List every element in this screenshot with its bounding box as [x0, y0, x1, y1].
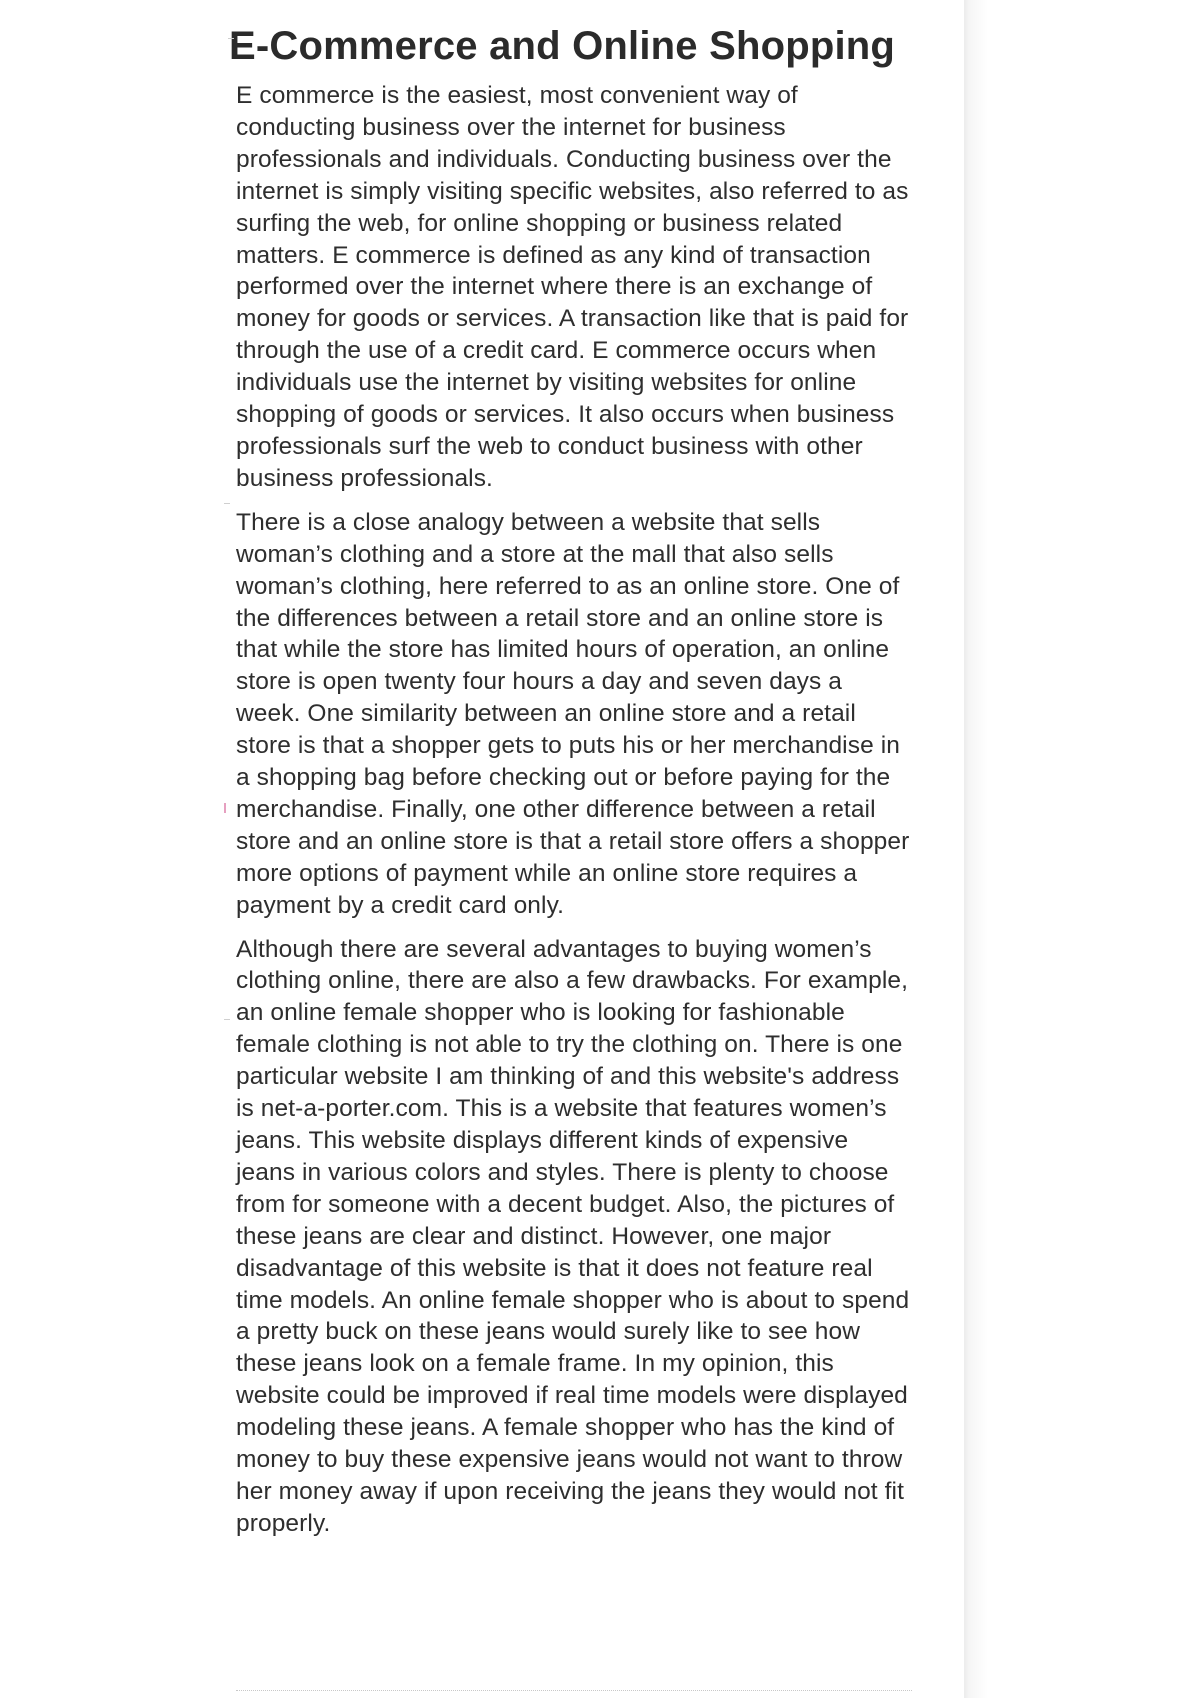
paragraph-3: Although there are several advantages to buying women’s clothing online, there are also a few drawbacks. For example, an online female shopper who is looking for fashionable female clothing is not able to try the clothing on. There is one particular website I am thinking of and this website's address is net-a-porter.com. This is a website that features women’s jeans. This website displays different kinds of expensive jeans in various colors and styles. There is plenty to choose from for someone with a decent budget. Also, the pictures of these jeans are clear and distinct. However, one major disadvantage of this website is that it does not feature real time models. An online female shopper who is about to spend a pretty buck on these jeans would surely like to see how these jeans look on a female frame. In my opinion, this website could be improved if real time models were displayed modeling these jeans. A female shopper who has the kind of money to buy these expensive jeans would not want to throw her money away if upon receiving the jeans they would not fit properly.: [236, 935, 910, 1537]
margin-mark: [224, 503, 230, 504]
article: [229, 18, 912, 1552]
margin-mark: [224, 803, 226, 813]
paragraph-1: E commerce is the easiest, most convenient way of conducting business over the internet for business professionals and individuals. Conducting business over the internet is simply visiting specific websites, also referred to as surfing the web, for online shopping or business related matters. E commerce is defined as any kind of transaction performed over the internet where there is an exchange of money for goods or services. A transaction like that is paid for through the use of a credit card. E commerce occurs when individuals use the internet by visiting websites for online shopping of goods or services. It also occurs when business professionals surf the web to conduct business with other business professionals.: [236, 82, 909, 492]
paragraph-2: There is a close analogy between a website that sells woman’s clothing and a store at the mall that also sells woman’s clothing, here referred to as an online store. One of the differences between a retail store and an online store is that while the store has limited hours of operation, an online store is open twenty four hours a day and seven days a week. One similarity between an online store and a retail store is that a shopper gets to puts his or her merchandise in a shopping bag before checking out or before paying for the merchandise. Finally, one other difference between a retail store and an online store is that a retail store offers a shopper more options of payment while an online store requires a payment by a credit card only.: [236, 508, 910, 919]
viewer-background: [964, 0, 1200, 1698]
article-title: E-Commerce and Online Shopping: [229, 24, 896, 68]
margin-mark: [224, 1019, 230, 1020]
margin-mark: [228, 38, 234, 39]
divider: [236, 1690, 912, 1691]
